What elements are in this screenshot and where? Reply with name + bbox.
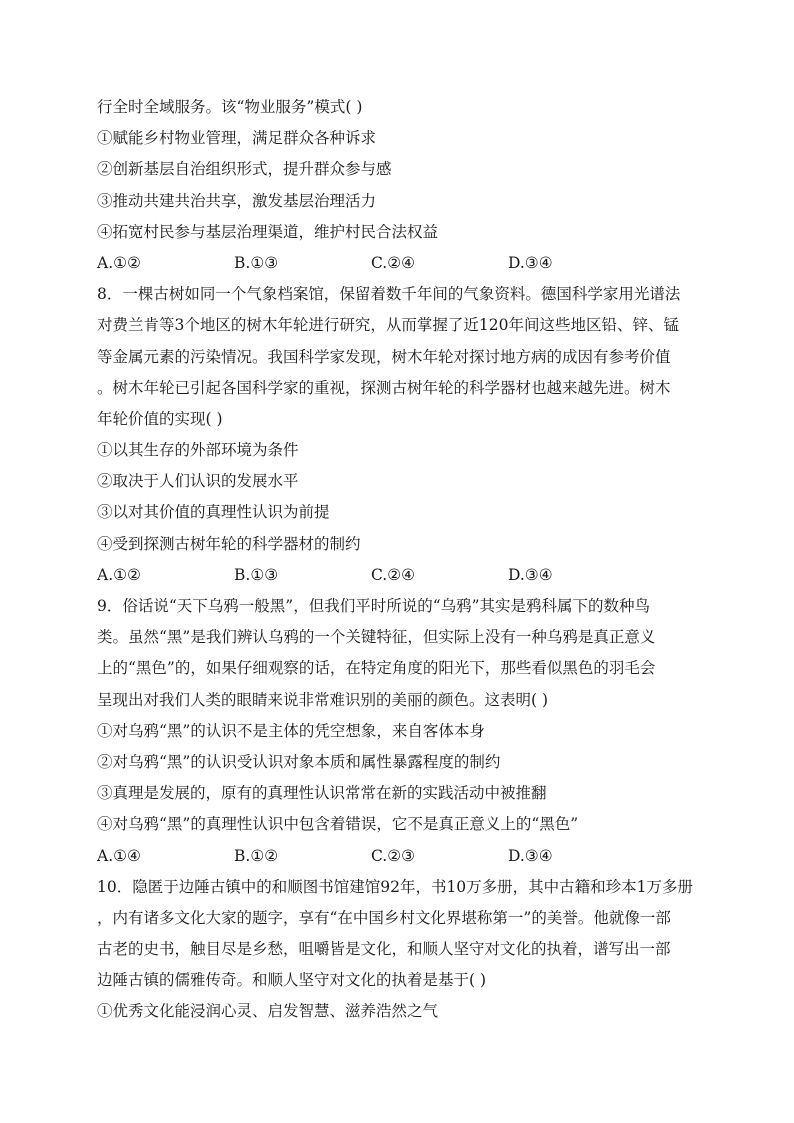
q10-stem-line-3: 古老的史书，触目尽是乡愁，咀嚼皆是文化，和顺人坚守对文化的执着，谱写出一部 xyxy=(97,940,671,959)
q7-answer-b: B.①③ xyxy=(234,253,279,272)
q8-answer-d: D.③④ xyxy=(508,565,553,584)
q8-option-3: ③以对其价值的真理性认识为前提 xyxy=(97,503,330,522)
q7-answer-a: A.①② xyxy=(97,253,141,272)
q8-stem-line-4: 。树木年轮已引起各国科学家的重视，探测古树年轮的科学器材也越来越先进。树木 xyxy=(97,378,671,397)
q7-answer-c: C.②④ xyxy=(371,253,416,272)
q7-answer-d: D.③④ xyxy=(508,253,553,272)
q7-option-3: ③推动共建共治共享，激发基层治理活力 xyxy=(97,191,377,210)
q10-stem-line-4: 边陲古镇的儒雅传奇。和顺人坚守对文化的执着是基于( ) xyxy=(97,971,487,990)
q9-stem-line-1: 9．俗话说“天下乌鸦一般黑”，但我们平时所说的“乌鸦”其实是鸦科属下的数种鸟 xyxy=(97,597,651,615)
q9-answer-b: B.①② xyxy=(234,846,279,865)
q10-stem-line-2: ，内有诸多文化大家的题字，享有“在中国乡村文化界堪称第一”的美誉。他就像一部 xyxy=(97,908,671,927)
q9-stem-line-4: 呈现出对我们人类的眼睛来说非常难识别的美丽的颜色。这表明( ) xyxy=(97,690,549,709)
q10-option-1: ①优秀文化能浸润心灵、启发智慧、滋养浩然之气 xyxy=(97,1002,439,1021)
q9-answer-choices xyxy=(97,841,704,872)
q9-answer-a: A.①④ xyxy=(97,846,141,865)
q7-option-2: ②创新基层自治组织形式，提升群众参与感 xyxy=(97,160,392,179)
q7-stem-tail: 行全时全域服务。该“物业服务”模式( ) xyxy=(97,98,363,116)
q8-option-4: ④受到探测古树年轮的科学器材的制约 xyxy=(97,534,361,553)
q7-option-4: ④拓宽村民参与基层治理渠道，维护村民合法权益 xyxy=(97,222,439,241)
q8-answer-choices xyxy=(97,560,704,591)
q8-answer-c: C.②④ xyxy=(371,565,416,584)
q8-stem-line-3: 等金属元素的污染情况。我国科学家发现，树木年轮对探讨地方病的成因有参考价值 xyxy=(97,347,671,366)
q9-answer-d: D.③④ xyxy=(508,846,553,865)
q9-answer-c: C.②③ xyxy=(371,846,416,865)
q9-option-2: ②对乌鸦“黑”的认识受认识对象本质和属性暴露程度的制约 xyxy=(97,752,501,771)
q9-stem-line-2: 类。虽然“黑”是我们辨认乌鸦的一个关键特征，但实际上没有一种乌鸦是真正意义 xyxy=(97,628,656,647)
q9-option-4: ④对乌鸦“黑”的真理性认识中包含着错误，它不是真正意义上的“黑色” xyxy=(97,815,579,834)
q8-answer-a: A.①② xyxy=(97,565,141,584)
q8-stem-line-5: 年轮价值的实现( ) xyxy=(97,409,223,428)
q8-option-2: ②取决于人们认识的发展水平 xyxy=(97,472,299,491)
q8-option-1: ①以其生存的外部环境为条件 xyxy=(97,441,299,460)
q9-stem-line-3: 上的“黑色”的，如果仔细观察的话，在特定角度的阳光下，那些看似黑色的羽毛会 xyxy=(97,659,656,678)
q9-option-1: ①对乌鸦“黑”的认识不是主体的凭空想象，来自客体本身 xyxy=(97,721,485,740)
q8-answer-b: B.①③ xyxy=(234,565,279,584)
q8-stem-line-1: 8．一棵古树如同一个气象档案馆，保留着数千年间的气象资料。德国科学家用光谱法 xyxy=(97,285,681,304)
q7-option-1: ①赋能乡村物业管理，满足群众各种诉求 xyxy=(97,129,377,148)
q8-stem-line-2: 对费兰肯等3个地区的树木年轮进行研究，从而掌握了近120年间这些地区铅、锌、锰 xyxy=(97,316,679,335)
q10-stem-line-1: 10．隐匿于边陲古镇中的和顺图书馆建馆92年，书10万多册，其中古籍和珍本1万多册 xyxy=(97,877,694,896)
q7-answer-choices xyxy=(97,248,704,279)
q9-option-3: ③真理是发展的，原有的真理性认识常常在新的实践活动中被推翻 xyxy=(97,784,547,803)
